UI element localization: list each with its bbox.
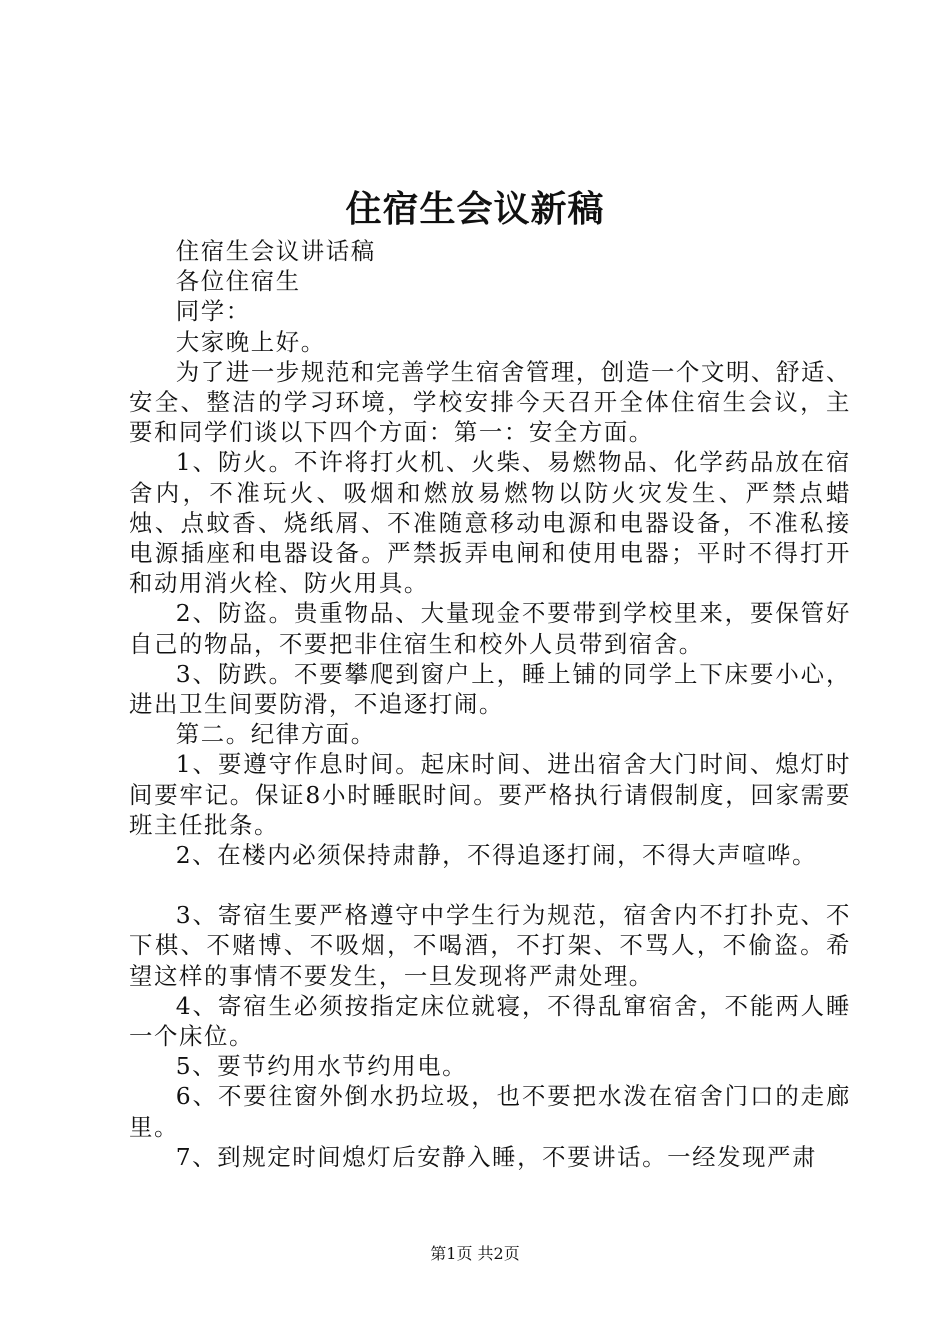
page-number-footer: 第1页 共2页: [430, 1244, 520, 1263]
paragraph: 4、寄宿生必须按指定床位就寝，不得乱窜宿舍，不能两人睡一个床位。: [129, 991, 851, 1051]
paragraph: 同学：: [175, 297, 251, 326]
document-title: 住宿生会议新稿: [345, 188, 605, 230]
paragraph: 6、不要往窗外倒水扔垃圾，也不要把水泼在宿舍门口的走廊里。: [129, 1082, 851, 1141]
paragraph: 1、防火。不许将打火机、火柴、易燃物品、化学药品放在宿舍内，不准玩火、吸烟和燃放易燃物以防火灾发生、严禁点蜡烛、点蚊香、烧纸屑、不准随意移动电源和电器设备，不准私接电源插座和电器设备。严禁扳弄电闸和使用电器；平时不得打开和动用消火栓、防火用具。: [129, 448, 851, 598]
paragraph: 3、寄宿生要严格遵守中学生行为规范，宿舍内不打扑克、不下棋、不赌博、不吸烟，不喝酒，不打架、不骂人，不偷盗。希望这样的事情不要发生，一旦发现将严肃处理。: [129, 901, 851, 990]
paragraph: 第二。纪律方面。: [175, 720, 376, 749]
paragraph: 2、在楼内必须保持肃静，不得追逐打闹，不得大声喧哗。: [175, 841, 818, 870]
paragraph: 各位住宿生: [175, 267, 301, 296]
paragraph: 7、到规定时间熄灯后安静入睡，不要讲话。一经发现严肃: [175, 1142, 818, 1171]
paragraph: 5、要节约用水节约用电。: [175, 1052, 468, 1081]
paragraph: 大家晚上好。: [175, 327, 326, 356]
paragraph: 为了进一步规范和完善学生宿舍管理，创造一个文明、舒适、安全、整洁的学习环境，学校安排今天召开全体住宿生会议，主要和同学们谈以下四个方面：第一：安全方面。: [129, 357, 851, 447]
paragraph: 2、防盗。贵重物品、大量现金不要带到学校里来，要保管好自己的物品，不要把非住宿生和校外人员带到宿舍。: [129, 599, 851, 658]
paragraph: 住宿生会议讲话稿: [175, 237, 376, 265]
paragraph: 3、防跌。不要攀爬到窗户上，睡上铺的同学上下床要小心，进出卫生间要防滑，不追逐打闹。: [129, 659, 851, 719]
paragraph: 1、要遵守作息时间。起床时间、进出宿舍大门时间、熄灯时间要牢记。保证8小时睡眠时间。要严格执行请假制度，回家需要班主任批条。: [129, 750, 851, 839]
document-body: [129, 236, 851, 1172]
